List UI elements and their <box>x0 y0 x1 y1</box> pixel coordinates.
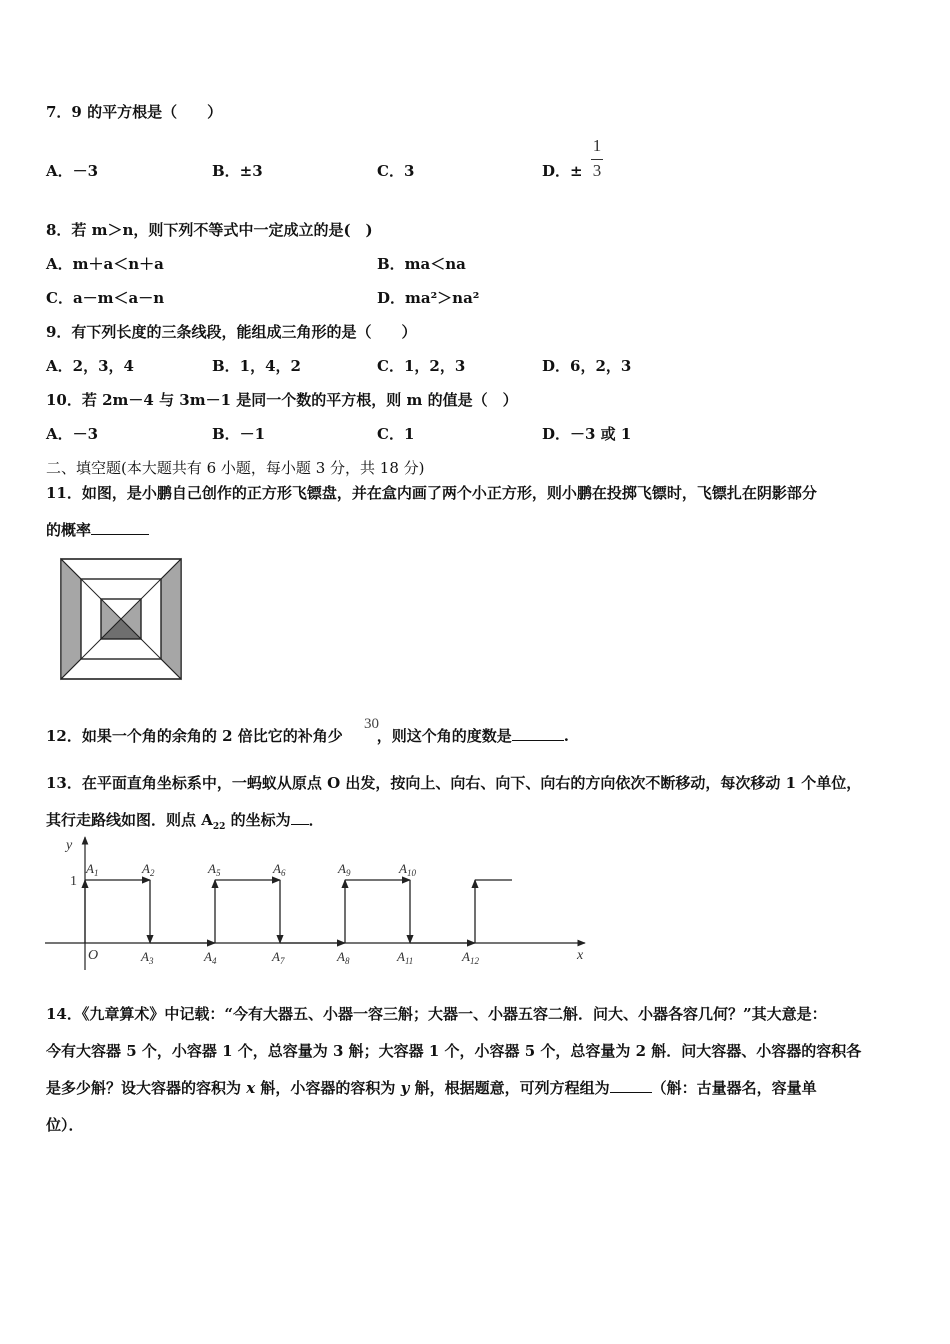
q12-text-before: 12．如果一个角的余角的 2 倍比它的补角少 <box>46 727 343 745</box>
q9-stem: 9．有下列长度的三条线段，能组成三角形的是（ ） <box>46 323 417 341</box>
q11-line1: 11．如图，是小鹏自己创作的正方形飞镖盘，并在盒内画了两个小正方形，则小鹏在投掷飞镖时，飞镖扎在阴影部分 <box>46 484 817 502</box>
point-label-a11: $A_{11}$ <box>397 949 414 966</box>
q13-line2-after: 的坐标为 <box>225 811 291 829</box>
q10-stem: 10．若 2m－4 与 3m－1 是同一个数的平方根，则 m 的值是（ ） <box>46 391 518 409</box>
y-axis-label: y <box>66 838 73 853</box>
point-label-a2: $A_2$ <box>142 861 155 878</box>
q9-option-b: B．1，4，2 <box>212 357 301 375</box>
point-label-a1: $A_1$ <box>86 861 99 878</box>
point-label-a3: $A_3$ <box>141 949 154 966</box>
q14-line3-after: 斛，根据题意，可列方程组为 <box>409 1079 610 1097</box>
q7-option-c: C．3 <box>377 162 415 180</box>
q10-option-d: D．－3 或 1 <box>542 425 632 443</box>
q10-option-c: C．1 <box>377 425 415 443</box>
q7-option-a: A．－3 <box>46 162 99 180</box>
q14-line3-end: （斛：古量器名，容量单 <box>651 1079 817 1097</box>
q8-option-d: D．ma²＞na² <box>377 289 480 307</box>
q7-option-b: B．±3 <box>212 162 263 180</box>
point-label-a6: $A_6$ <box>273 861 286 878</box>
q8-option-b: B．ma＜na <box>377 255 466 273</box>
fraction-denominator: 3 <box>592 161 602 180</box>
q9-option-d: D．6，2，3 <box>542 357 632 375</box>
shaded-region-right <box>161 559 181 679</box>
q8-stem: 8．若 m＞n，则下列不等式中一定成立的是( ) <box>46 221 373 239</box>
point-label-a9: $A_9$ <box>338 861 351 878</box>
answer-blank <box>512 726 564 741</box>
q13-line1: 13．在平面直角坐标系中，一蚂蚁从原点 O 出发，按向上、向右、向下、向右的方向依次不断移动，每次移动 1 个单位， <box>46 774 862 792</box>
q14-line3-before: 是多少斛？设大容器的容积为 <box>46 1079 247 1097</box>
answer-blank <box>91 520 149 535</box>
q13-line2-before: 其行走路线如图．则点 A <box>46 811 213 829</box>
q13-line2 <box>46 810 324 837</box>
unit-label: 1 <box>70 874 77 889</box>
answer-blank <box>610 1078 652 1093</box>
fraction-numerator: 1 <box>592 136 602 155</box>
q14-line4: 位）． <box>46 1116 84 1134</box>
q7-stem: 7．9 的平方根是（ ） <box>46 103 223 121</box>
q14-line3 <box>46 1078 817 1098</box>
x-axis-label: x <box>577 948 584 963</box>
point-label-a7: $A_7$ <box>272 949 285 966</box>
q10-option-b: B．－1 <box>212 425 266 443</box>
q9-option-a: A．2，3，4 <box>46 357 134 375</box>
q12-text-after: ，则这个角的度数是 <box>376 727 512 745</box>
q14-line3-mid: 斛，小容器的容积为 <box>255 1079 401 1097</box>
q9-option-c: C．1，2，3 <box>377 357 466 375</box>
ant-path-figure <box>40 835 600 970</box>
point-label-a10: $A_{10}$ <box>399 861 416 878</box>
origin-label: O <box>88 948 99 963</box>
point-label-a12: $A_{12}$ <box>462 949 479 966</box>
section-heading: 二、填空题(本大题共有 6 小题，每小题 3 分，共 18 分) <box>46 459 425 477</box>
q14-line2: 今有大容器 5 个，小容器 1 个，总容量为 3 斛；大容器 1 个，小容器 5 个，总容量为 2 斛．问大容器、小容器的容积各 <box>46 1042 862 1060</box>
var-y: y <box>400 1079 410 1097</box>
q14-line1: 14．《九章算术》中记载：“今有大器五、小器一容三斛；大器一、小器五容二斛．问大、小器各容几何？”其大意是： <box>46 1005 827 1023</box>
q12-superscript: 30 <box>364 716 379 732</box>
q13-line2-end: ． <box>308 811 324 829</box>
q10-option-a: A．－3 <box>46 425 99 443</box>
dartboard-figure <box>58 556 184 682</box>
fraction-bar <box>591 159 603 160</box>
point-label-a4: $A_4$ <box>204 949 217 966</box>
q11-line2-text: 的概率 <box>46 521 92 539</box>
q7-option-d: D．± <box>542 162 583 180</box>
q12-line <box>46 726 569 746</box>
var-x: x <box>246 1079 256 1097</box>
shaded-region-left <box>61 559 81 679</box>
q12-text-end: . <box>563 727 570 745</box>
q8-option-a: A．m＋a＜n＋a <box>46 255 164 273</box>
answer-blank <box>291 810 309 825</box>
point-label-a5: $A_5$ <box>208 861 221 878</box>
point-label-a8: $A_8$ <box>337 949 350 966</box>
q13-subscript: 22 <box>212 822 226 832</box>
q8-option-c: C．a－m＜a－n <box>46 289 165 307</box>
q11-line2 <box>46 520 149 540</box>
